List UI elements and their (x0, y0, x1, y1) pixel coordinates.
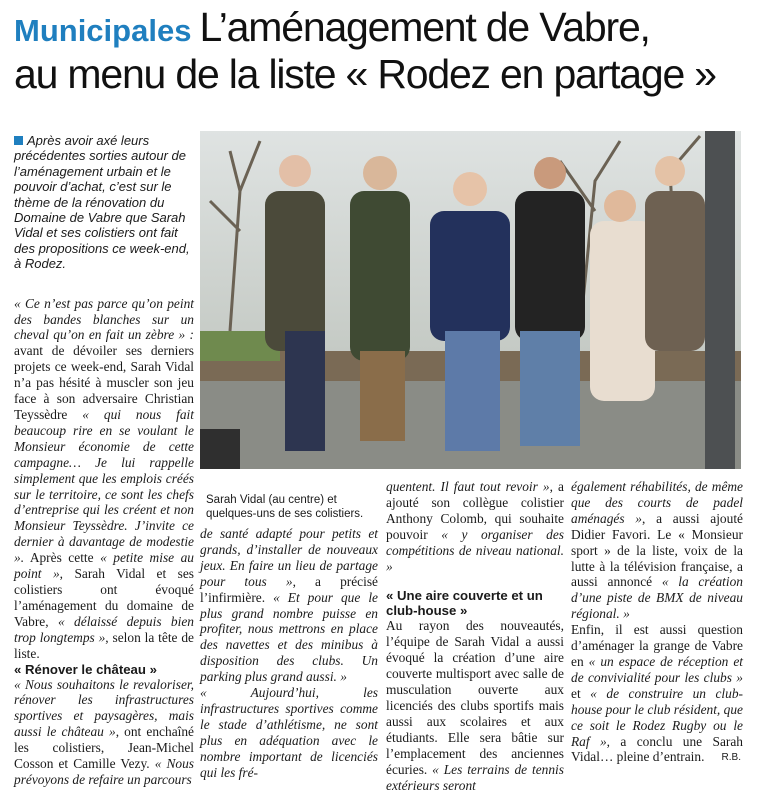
subheading: « Une aire couverte et un club-house » (386, 588, 543, 619)
bullet-square-icon (14, 136, 23, 145)
paragraph: Enfin, il est aussi question d’aménager la grange de Vabre en « un espace de réception et de convivialité pour les clubs » et « de construire un club-house pour le club résident, que ce soit le Rodez Rugby ou le Raf », a conclu une Sarah Vidal… pleine d’entrain. (571, 622, 743, 765)
paragraph: quentent. Il faut tout revoir », a ajouté son collègue colistier Anthony Colomb, qui souhaite pouvoir « y organiser des compétitions de niveau national. » (386, 479, 564, 574)
paragraph: « Nous souhaitons le revaloriser, rénover les infrastructures sportives et paysagères, mais aussi le château », ont enchaîné les colistiers, Jean-Michel Cosson et Camille Vezy. « Nous prévoyons de refaire un parcours (14, 676, 194, 787)
paragraph: Au rayon des nouveautés, l’équipe de Sarah Vidal a aussi évoqué la création d’une aire couverte multisport avec salle de musculation ouverte aux licenciés des clubs sportifs mais aussi aux scolaires et aux étudiants. Elle sera bâtie sur l’emplacement des anciennes écuries. « Les terrains de tennis extérieurs seront (386, 618, 564, 793)
headline-line1: L’aménagement de Vabre, (199, 4, 650, 50)
paragraph: également réhabilités, de même que des courts de padel aménagés », a aussi ajouté Didier Favori. Le « Monsieur sport » de la liste, voix de la lutte à la télévision française, a aussi annoncé « la création d’une piste de BMX de niveau régional. » (571, 479, 743, 622)
kicker: Municipales (14, 13, 192, 48)
headline-line2: au menu de la liste « Rodez en partage » (14, 51, 716, 97)
column-2 (200, 526, 378, 781)
photo-caption: Sarah Vidal (au centre) et quelques-uns de ses colistiers. (206, 494, 364, 520)
article-header (14, 4, 754, 98)
paragraph: « Aujourd’hui, les infrastructures sportives comme le stade d’athlétisme, ne sont plus en adéquation avec le nombre important de licenciés qui les fré- (200, 685, 378, 780)
column-3 (386, 479, 564, 793)
photo (200, 131, 741, 469)
paragraph: « Ce n’est pas parce qu’on peint des bandes blanches sur un cheval qu’on en fait un zèbre » : avant de dévoiler ses derniers projets ce week-end, Sarah Vidal n’a pas hésité à muscler son jeu face à son adversaire Christian Teyssèdre « qui nous fait beaucoup rire en se voulant le Monsieur économie de cette campagne… Je lui rappelle simplement que les emplois créés sur le territoire, ce sont les chefs d’entreprise qui les créent et non Monsieur Teyssèdre. J’invite ce dernier à davantage de modestie ». Après cette « petite mise au point », Sarah Vidal et ses colistiers ont évoqué l’aménagement du domaine de Vabre, « délaissé depuis bien trop longtemps », selon la tête de liste. (14, 295, 194, 661)
paragraph: de santé adapté pour petits et grands, d’installer de nouveaux jeux. En faire un lieu de partage pour tous », a précisé l’infirmière. « Et pour que le plus grand nombre puisse en profiter, nous mettrons en place des navettes et des minibus à disposition des clubs. Un parking plus grand aussi. » (200, 526, 379, 685)
subheading: « Rénover le château » (14, 661, 157, 677)
column-4 (571, 479, 743, 765)
column-1 (14, 133, 194, 788)
group-photo-image (200, 131, 741, 469)
author-signature: R.B. (721, 752, 741, 763)
chapo: Après avoir axé leurs précédentes sorties autour de l’aménagement urbain et le pouvoir d’achat, c’est sur le thème de la rénovation du Domaine de Vabre que Sarah Vidal et ses colistiers ont fait des propositions ce week-end, à Rodez. (14, 133, 190, 272)
